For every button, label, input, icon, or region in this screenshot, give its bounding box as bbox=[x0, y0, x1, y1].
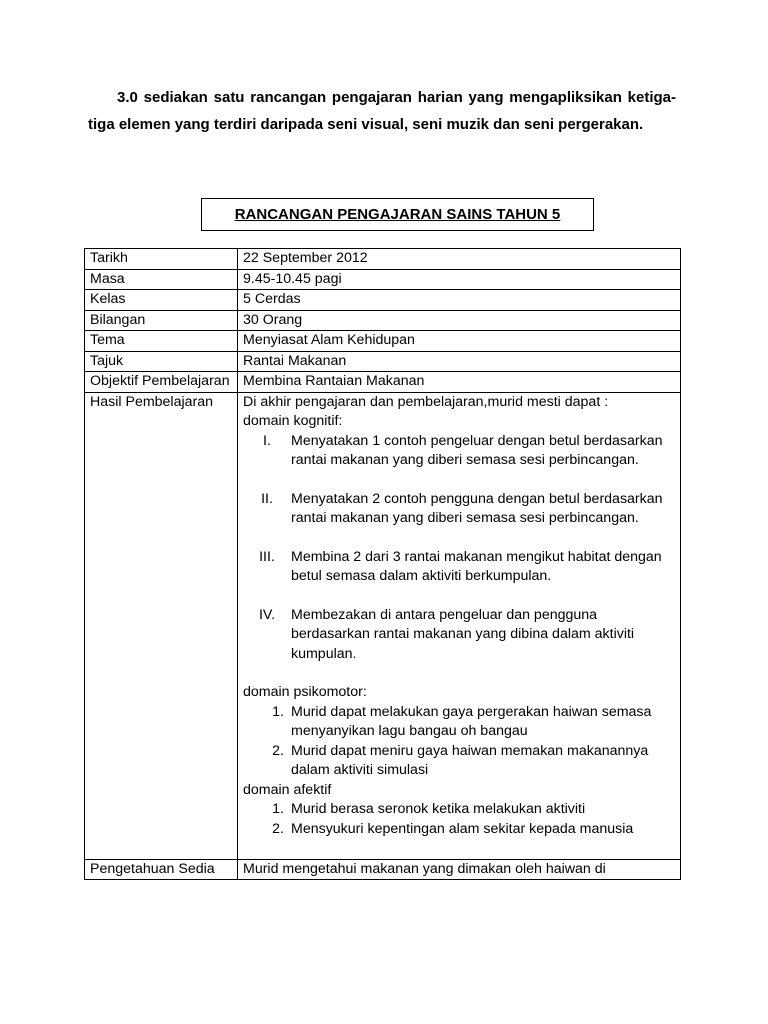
item-text: Membina 2 dari 3 rantai makanan mengikut habitat dengan betul semasa dalam aktiviti berkumpulan. bbox=[291, 548, 662, 584]
row-value: 22 September 2012 bbox=[238, 249, 681, 270]
kognitif-heading: domain kognitif: bbox=[243, 413, 343, 429]
lesson-plan-title-box bbox=[201, 198, 594, 231]
item-number: 2. bbox=[272, 742, 284, 759]
item-text: Mensyukuri kepentingan alam sekitar kepada manusia bbox=[291, 820, 634, 837]
item-number: I. bbox=[263, 432, 271, 449]
psikomotor-list bbox=[243, 703, 676, 781]
spacer bbox=[243, 839, 676, 859]
table-row bbox=[85, 269, 681, 290]
row-label: Hasil Pembelajaran bbox=[85, 392, 238, 859]
row-value: 30 Orang bbox=[238, 310, 681, 331]
row-label: Tajuk bbox=[85, 351, 238, 372]
row-label: Masa bbox=[85, 269, 238, 290]
hasil-intro: Di akhir pengajaran dan pembelajaran,murid mesti dapat : bbox=[243, 393, 609, 410]
row-label: Tema bbox=[85, 331, 238, 352]
afektif-heading: domain afektif bbox=[243, 781, 332, 798]
lesson-plan-table bbox=[84, 248, 681, 880]
row-value: Murid mengetahui makanan yang dimakan oleh haiwan di bbox=[238, 859, 681, 880]
intro-paragraph bbox=[88, 84, 676, 138]
item-number: II. bbox=[261, 490, 273, 507]
item-number: III. bbox=[259, 548, 275, 565]
table-row bbox=[85, 249, 681, 270]
intro-text: 3.0 sediakan satu rancangan pengajaran harian yang mengapliksikan ketiga-tiga elemen yang terdiri daripada seni visual, seni muzik dan seni pergerakan. bbox=[88, 89, 676, 133]
list-item bbox=[243, 820, 676, 840]
row-value: Menyiasat Alam Kehidupan bbox=[238, 331, 681, 352]
item-number: 1. bbox=[272, 801, 284, 817]
row-label: Tarikh bbox=[85, 249, 238, 270]
row-label: Kelas bbox=[85, 290, 238, 311]
item-text: Murid berasa seronok ketika melakukan aktiviti bbox=[291, 801, 586, 817]
list-item bbox=[243, 742, 676, 781]
table-row bbox=[85, 290, 681, 311]
row-value: Rantai Makanan bbox=[238, 351, 681, 372]
table-row bbox=[85, 372, 681, 393]
row-value: Membina Rantaian Makanan bbox=[238, 372, 681, 393]
list-item bbox=[243, 490, 676, 529]
list-item bbox=[243, 703, 676, 742]
table-row bbox=[85, 310, 681, 331]
lesson-plan-title: RANCANGAN PENGAJARAN SAINS TAHUN 5 bbox=[234, 206, 561, 223]
table-row bbox=[85, 351, 681, 372]
row-value: 5 Cerdas bbox=[238, 290, 681, 311]
list-item bbox=[243, 606, 676, 665]
list-item bbox=[243, 800, 676, 820]
list-item bbox=[243, 432, 676, 471]
item-text: Murid dapat melakukan gaya pergerakan haiwan semasa menyanyikan lagu bangau oh bangau bbox=[291, 703, 652, 739]
row-label: Bilangan bbox=[85, 310, 238, 331]
list-item bbox=[243, 548, 676, 587]
table-row-hasil bbox=[85, 392, 681, 859]
item-number: 2. bbox=[272, 820, 284, 837]
row-label: Objektif Pembelajaran bbox=[85, 372, 238, 393]
item-text: Murid dapat meniru gaya haiwan memakan makanannya dalam aktiviti simulasi bbox=[291, 742, 649, 778]
table-row bbox=[85, 859, 681, 880]
item-text: Menyatakan 1 contoh pengeluar dengan betul berdasarkan rantai makanan yang diberi semasa sesi perbincangan. bbox=[291, 432, 663, 468]
afektif-list bbox=[243, 800, 676, 839]
item-number: 1. bbox=[272, 703, 284, 720]
item-number: IV. bbox=[258, 606, 276, 623]
row-value bbox=[238, 392, 681, 859]
item-text: Membezakan di antara pengeluar dan pengguna berdasarkan rantai makanan yang dibina dalam aktiviti kumpulan. bbox=[291, 606, 635, 662]
row-label: Pengetahuan Sedia bbox=[85, 859, 238, 880]
psikomotor-heading: domain psikomotor: bbox=[243, 684, 367, 700]
kognitif-list bbox=[243, 432, 676, 665]
table-row bbox=[85, 331, 681, 352]
item-text: Menyatakan 2 contoh pengguna dengan betul berdasarkan rantai makanan yang diberi semasa sesi perbincangan. bbox=[291, 490, 663, 526]
row-value: 9.45-10.45 pagi bbox=[238, 269, 681, 290]
